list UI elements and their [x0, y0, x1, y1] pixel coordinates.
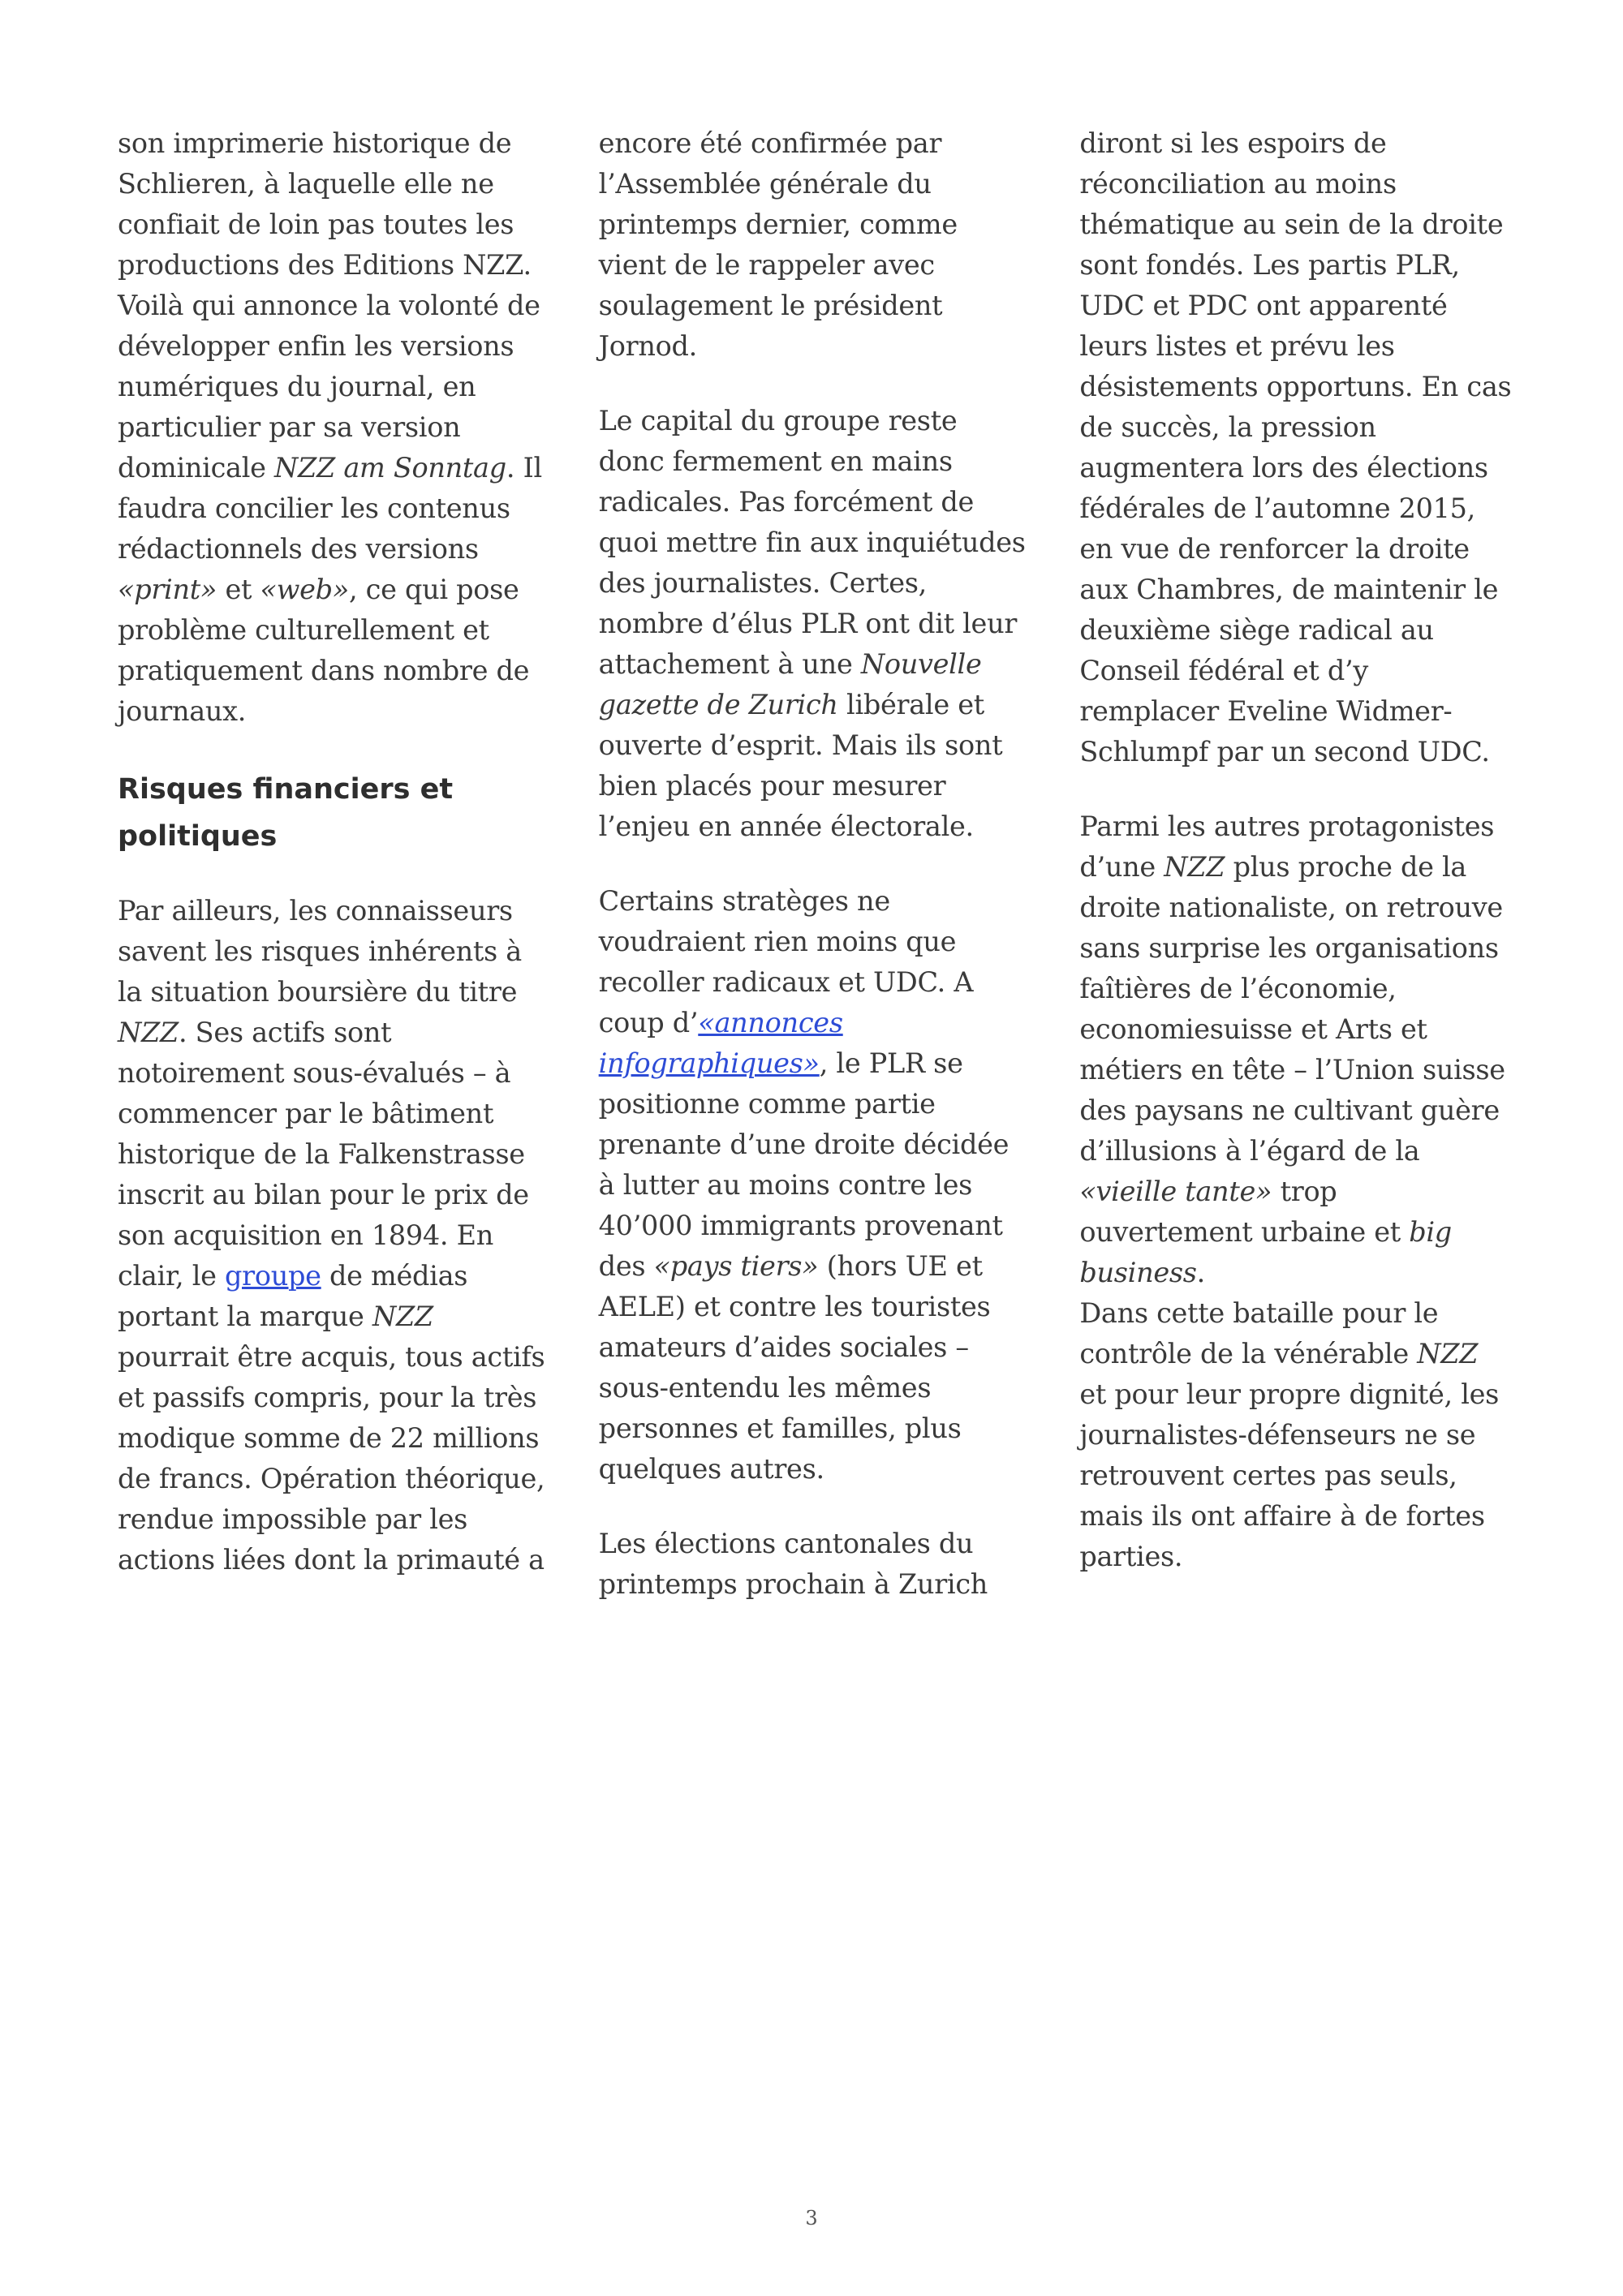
- text-run: et: [217, 574, 260, 605]
- italic-run: NZZ: [1417, 1338, 1479, 1369]
- section-heading: Risques financiers et politiques: [118, 773, 454, 853]
- paragraph: diront si les espoirs de réconciliation au moins thématique au sein de la droite sont fondés. Les partis PLR, UDC et PDC ont apparenté leurs listes et prévu les désistements opportuns. En cas de succès, la pression augmentera lors des élections fédérales de l’automne 2015, en vue de renforcer la droite aux Chambres, de maintenir le deuxième siège radical au Conseil fédéral et d’y remplacer Eveline Widmer-Schlumpf par un second UDC.: [1079, 127, 1512, 767]
- text-run: pourrait être acquis, tous actifs et passifs compris, pour la très modique somme de 22 millions de francs. Opération théorique, rendue impossible par les actions liées dont la primauté a: [118, 1341, 545, 1576]
- italic-run: «print»: [118, 574, 217, 605]
- paragraph: [599, 401, 1031, 847]
- column-2: [599, 123, 1031, 1605]
- text-run: plus proche de la droite nationaliste, on retrouve sans surprise les organisations faîtières de l’économie, economiesuisse et Arts et métiers en tête – l’Union suisse des paysans ne cultivant guère d’illusions à l’égard de la: [1079, 851, 1505, 1167]
- paragraph: [1079, 1293, 1512, 1577]
- italic-run: NZZ: [118, 1017, 179, 1048]
- column-1: [118, 123, 550, 1605]
- text-run: Dans cette bataille pour le contrôle de la vénérable: [1079, 1297, 1439, 1369]
- text-run: Certains stratèges ne voudraient rien moins que recoller radicaux et UDC. A coup d’: [598, 885, 974, 1038]
- paragraph: [118, 891, 550, 1580]
- italic-run: «vieille tante»: [1079, 1176, 1272, 1207]
- italic-run: «pays tiers»: [653, 1250, 819, 1282]
- italic-run: Nouvelle gazette de Zurich: [598, 648, 982, 720]
- text-run: . Il faudra concilier les contenus rédactionnels des versions: [118, 452, 542, 565]
- italic-run: NZZ am Sonntag: [274, 452, 506, 484]
- paragraph: Les élections cantonales du printemps prochain à Zurich: [598, 1528, 988, 1600]
- text-run: , ce qui pose problème culturellement et pratiquement dans nombre de journaux.: [118, 574, 530, 727]
- text-run: libérale et ouverte d’esprit. Mais ils sont bien placés pour mesurer l’enjeu en année électorale.: [598, 689, 1003, 842]
- italic-run: NZZ: [1164, 851, 1225, 883]
- italic-run: big business: [1079, 1216, 1452, 1288]
- italic-link-run: «annonces infographiques»: [598, 1007, 843, 1079]
- text-run: , le PLR se positionne comme partie prenante d’une droite décidée à lutter au moins contre les 40’000 immigrants provenant des: [598, 1047, 1010, 1282]
- paragraph: [599, 881, 1031, 1490]
- page-number: 3: [805, 2207, 818, 2229]
- column-3: [1079, 123, 1512, 1605]
- article-columns: [118, 123, 1512, 1605]
- paragraph: encore été confirmée par l’Assemblée générale du printemps dernier, comme vient de le rappeler avec soulagement le président Jornod.: [598, 127, 958, 362]
- paragraph: [1079, 806, 1512, 1293]
- italic-run: «web»: [260, 574, 349, 605]
- text-run: et pour leur propre dignité, les journalistes-défenseurs ne se retrouvent certes pas seuls, mais ils ont affaire à de fortes parties.: [1079, 1378, 1500, 1572]
- text-run: trop ouvertement urbaine et: [1079, 1176, 1410, 1248]
- text-run: Par ailleurs, les connaisseurs savent les risques inhérents à la situation boursière du titre: [118, 895, 522, 1008]
- paragraph: [118, 123, 550, 732]
- text-run: Le capital du groupe reste donc fermement en mains radicales. Pas forcément de quoi mettre fin aux inquiétudes des journalistes. Certes, nombre d’élus PLR ont dit leur attachement à une: [598, 405, 1026, 680]
- text-run: . Ses actifs sont notoirement sous-évalués – à commencer par le bâtiment historique de la Falkenstrasse inscrit au bilan pour le prix de son acquisition en 1894. En clair, le: [118, 1017, 529, 1292]
- groupe-link[interactable]: groupe: [224, 1260, 321, 1292]
- text-run: (hors UE et AELE) et contre les touristes amateurs d’aides sociales – sous-entendu les mêmes personnes et familles, plus quelques autres.: [598, 1250, 991, 1485]
- text-run: son imprimerie historique de Schlieren, à laquelle elle ne confiait de loin pas toutes les productions des Editions NZZ. Voilà qui annonce la volonté de développer enfin les versions numériques du journal, en particulier par sa version dominicale: [118, 127, 540, 484]
- text-run: Parmi les autres protagonistes d’une: [1079, 810, 1495, 883]
- text-run: .: [1196, 1257, 1206, 1288]
- text-run: de médias portant la marque: [118, 1260, 468, 1332]
- italic-run: NZZ: [372, 1301, 433, 1332]
